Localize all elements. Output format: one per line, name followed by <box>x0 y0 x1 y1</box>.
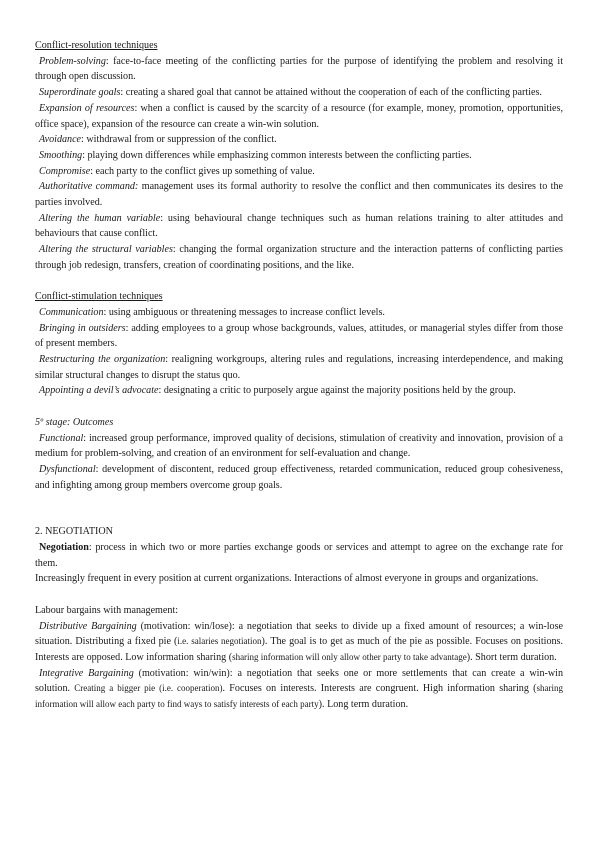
resolution-item <box>35 164 563 180</box>
text: . Focuses on interests. Interests are congruent. High information sharing ( <box>222 683 537 695</box>
small-text: sharing information will allow each party to find ways to satisfy interests of each party <box>35 683 564 710</box>
small-text: Creating a bigger pie (i.e. cooperation) <box>74 683 223 694</box>
outcome-item <box>35 431 563 462</box>
term: Authoritative command: <box>39 181 139 193</box>
term: Appointing a devil’s advocate <box>39 385 159 397</box>
definition: : using ambiguous or threatening messages to increase conflict levels. <box>103 306 385 318</box>
outcome-item <box>35 462 563 493</box>
text: ). Long term duration. <box>318 699 409 711</box>
outcomes-heading: 5º stage: Outcomes <box>35 416 114 428</box>
distributive-bargaining <box>35 619 563 666</box>
resolution-item <box>35 242 563 273</box>
definition: : each party to the conflict gives up something of value. <box>90 165 315 177</box>
resolution-item <box>35 101 563 132</box>
negotiation-paragraph: Increasingly frequent in every position at current organizations. Interactions of almost everyone in groups and organizations. <box>35 573 539 585</box>
term: Avoidance <box>39 134 82 146</box>
definition: : face-to-face meeting of the conflicting parties for the purpose of identifying the problem and resolving it through open discussion. <box>35 55 563 83</box>
term: Smoothing <box>39 149 83 161</box>
definition: : increased group performance, improved quality of decisions, stimulation of creativity and innovation, provision of a medium for problem-solving, and creation of an environment for self-evaluation and change. <box>35 432 563 460</box>
definition: : process in which two or more parties exchange goods or services and attempt to agree on the exchange rate for them. <box>35 542 563 569</box>
term: Bringing in outsiders <box>39 322 126 334</box>
definition: management uses its formal authority to resolve the conflict and then communicates its desires to the parties involved. <box>35 181 563 209</box>
text: ). The goal is to get as much of the pie as possible. Focuses on positions. Interests are opposed. Low information sharing ( <box>35 636 564 663</box>
text: (motivation: win/win): a negotiation that seeks one or more settlements that can create a win-win solution. <box>35 667 563 695</box>
stimulation-item <box>35 383 563 399</box>
definition: : realigning workgroups, altering rules and regulations, increasing interdependence, and making similar structural changes to disrupt the status quo. <box>35 354 563 381</box>
term: Expansion of resources <box>39 102 135 114</box>
term: Altering the structural variables <box>39 244 173 256</box>
stimulation-item <box>35 321 563 352</box>
resolution-item <box>35 54 563 85</box>
term: Dysfunctional <box>39 463 96 475</box>
stimulation-item <box>35 305 563 321</box>
definition: : designating a critic to purposely argue against the majority positions held by the group. <box>158 385 516 397</box>
integrative-bargaining <box>35 666 563 713</box>
term: Problem-solving <box>39 55 106 67</box>
definition: : creating a shared goal that cannot be attained without the cooperation of each of the conflicting parties. <box>120 87 542 99</box>
stimulation-item <box>35 352 563 383</box>
term: Superordinate goals <box>39 87 121 99</box>
labour-bargains-label: Labour bargains with management: <box>35 604 179 616</box>
definition: : playing down differences while emphasizing common interests between the conflicting parties. <box>82 149 472 161</box>
term: Functional <box>39 432 84 444</box>
term: Integrative Bargaining <box>39 667 134 679</box>
spacer <box>35 399 563 415</box>
term: Distributive Bargaining <box>39 620 137 632</box>
negotiation-heading: 2. NEGOTIATION <box>35 526 113 538</box>
stimulation-heading: Conflict-stimulation techniques <box>35 291 163 303</box>
term: Negotiation <box>39 542 89 554</box>
spacer <box>35 493 563 524</box>
definition: : when a conflict is caused by the scarcity of a resource (for example, money, promotion, opportunities, office space), expansion of the resource can create a win-win solution. <box>35 102 563 130</box>
resolution-item <box>35 85 563 101</box>
text: (motivation: win/lose): a negotiation that seeks to divide up a fixed amount of resources; a win-lose situation. Distributing a fixed pie ( <box>35 620 563 648</box>
definition: : development of discontent, reduced group effectiveness, retarded communication, reduced group cohesiveness, and infighting among group members overcome group goals. <box>35 463 563 491</box>
term: Compromise <box>39 165 91 177</box>
document-page <box>35 38 563 713</box>
small-text: sharing information will only allow other party to take advantage <box>232 651 467 662</box>
resolution-item <box>35 179 563 210</box>
resolution-item <box>35 148 563 164</box>
term: Restructuring the organization <box>39 354 166 366</box>
resolution-item <box>35 132 563 148</box>
resolution-item <box>35 211 563 242</box>
negotiation-definition <box>35 540 563 571</box>
resolution-heading: Conflict-resolution techniques <box>35 40 158 51</box>
definition: : withdrawal from or suppression of the conflict. <box>81 134 277 146</box>
small-text: i.e. salaries negotiation <box>177 636 262 647</box>
definition: : changing the formal organization structure and the interaction patterns of conflicting parties through job redesign, transfers, creation of coordinating positions, and the like. <box>35 244 563 271</box>
definition: : adding employees to a group whose backgrounds, values, attitudes, or managerial styles differ from those of present members. <box>35 322 563 350</box>
spacer <box>35 587 563 603</box>
text: ). Short term duration. <box>466 651 557 663</box>
spacer <box>35 274 563 290</box>
term: Altering the human variable <box>39 212 161 224</box>
term: Communication <box>39 306 104 318</box>
definition: : using behavioural change techniques such as human relations training to alter attitudes and behaviours that cause conflict. <box>35 212 563 240</box>
